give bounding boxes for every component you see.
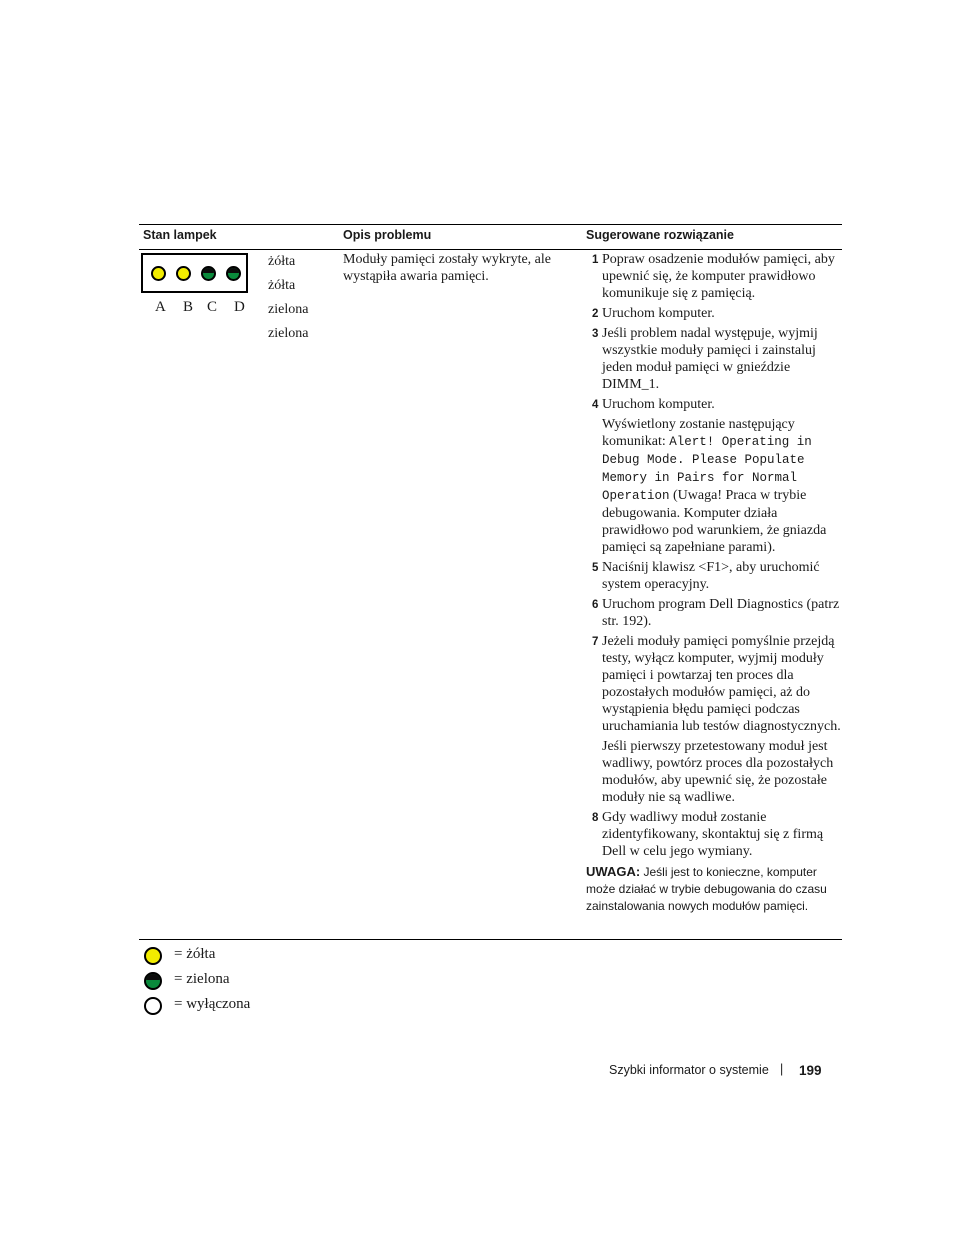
light-label-b: B [183,299,194,315]
light-a-icon [151,266,166,281]
problem-description: Moduły pamięci zostały wykryte, ale wystąpiła awaria pamięci. [343,252,551,284]
step-5: 5 Naciśnij klawisz <F1>, aby uruchomić system operacyjny. [592,560,820,592]
light-d-icon [226,266,241,281]
page-number: 199 [799,1063,822,1078]
light-colors-list [268,250,308,346]
header-solution: Sugerowane rozwiązanie [586,228,734,242]
step-3: 3 Jeśli problem nadal występuje, wyjmij wszystkie moduły pamięci i zainstaluj jeden moduł pamięci w gnieździe DIMM_1. [592,326,818,392]
step-8: 8 Gdy wadliwy moduł zostanie zidentyfikowany, skontaktuj się z firmą Dell w celu jego wymiany. [592,810,824,859]
light-b-icon [176,266,191,281]
light-label-a: A [155,299,166,315]
step-4: 4 Uruchom komputer. [592,397,715,412]
note [586,863,841,915]
light-color-b: żółta [268,278,296,293]
solution-steps [586,251,841,915]
light-color-d: zielona [268,326,309,341]
light-c-icon [201,266,216,281]
diagnostic-lights-panel [141,253,248,293]
note-text: Jeśli jest to konieczne, komputer może działać w trybie debugowania do czasu zainstalowania nowych modułów pamięci. [586,865,827,913]
footer-separator: | [780,1062,784,1076]
light-color-c: zielona [268,302,309,317]
off-light-icon [144,997,162,1015]
header-status: Stan lampek [143,228,217,242]
step-2: 2 Uruchom komputer. [592,306,715,321]
table-header-rule [139,249,842,250]
step-1: 1 Popraw osadzenie modułów pamięci, aby upewnić się, że komputer prawidłowo komunikuje się z pamięcią. [592,252,835,301]
step-4-message: Wyświetlony zostanie następujący komunikat: Alert! Operating in Debug Mode. Please Populate Memory in Pairs for Normal Operation (Uwaga! Praca w trybie debugowania. Komputer działa prawidłowo pod warunkiem, że gniazda pamięci są zapełniane parami). [602,417,827,555]
light-label-c: C [207,299,218,315]
light-color-a: żółta [268,254,296,269]
step-7-note: Jeśli pierwszy przetestowany moduł jest wadliwy, powtórz proces dla pozostałych modułów, aby upewnić się, że pozostałe moduły nie są wadliwe. [602,739,834,805]
green-light-icon [144,972,162,990]
yellow-light-icon [144,947,162,965]
alert-message-code: Alert! Operating in Debug Mode. Please Populate Memory in Pairs for Normal Operation [602,435,812,503]
table-bottom-rule [139,939,842,940]
table-top-rule [139,224,842,225]
light-label-d: D [234,299,245,315]
step-7: 7 Jeżeli moduły pamięci pomyślnie przejdą testy, wyłącz komputer, wyjmij moduły pamięci i powtarzaj ten proces dla pozostałych modułów pamięci, aż do wystąpienia błędu pamięci podczas uruchamiania lub testów diagnostycznych. [592,634,841,734]
footer-title: Szybki informator o systemie [609,1063,769,1077]
note-label: UWAGA: [586,864,641,879]
header-problem: Opis problemu [343,228,432,242]
step-6: 6 Uruchom program Dell Diagnostics (patrz str. 192). [592,597,840,629]
